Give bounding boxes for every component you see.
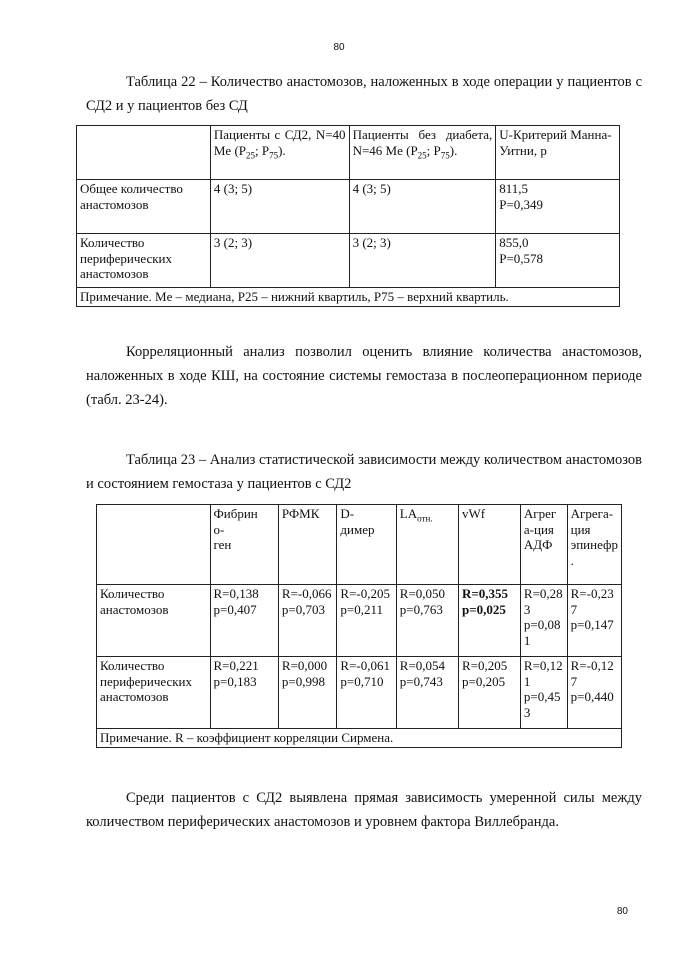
table-cell: R=-0,205 p=0,211 [337,585,396,657]
row-label: Количество периферических анастомозов [97,657,211,729]
table22 [76,125,620,307]
table-note-row [97,729,622,748]
header-cell: U-Критерий Манна-Уитни, р [496,126,620,180]
table-cell: R=0,221 p=0,183 [210,657,278,729]
page-number-top: 80 [333,42,345,53]
table-cell: R=0,138 p=0,407 [210,585,278,657]
table22-note: Примечание. Me – медиана, P25 – нижний квартиль, P75 – верхний квартиль. [77,288,620,307]
table-cell: R=0,054 p=0,743 [396,657,458,729]
row-label: Общее количество анастомозов [77,180,211,234]
header-cell: vWf [459,505,521,585]
table23 [96,504,622,748]
header-cell: Пациенты с СД2, N=40 Me ($P_{25}$; $P_{75}$). [210,126,349,180]
table23-caption: Таблица 23 – Анализ статистической зависимости между количеством анастомозов и состоянием гемостаза у пациентов с СД2 [86,452,642,492]
header-cell: Агрег а-ция АДФ [520,505,567,585]
table-cell: R=-0,237 p=0,147 [567,585,621,657]
header-cell: Пациенты без диабета, N=46 Me ($P_{25}$; $P_{75}$). [349,126,496,180]
row-label: Количество анастомозов [97,585,211,657]
table-cell: R=0,283 p=0,081 [520,585,567,657]
header-cell [77,126,211,180]
table-cell: R=0,355 p=0,025 [459,585,521,657]
table-cell: R=-0,061 p=0,710 [337,657,396,729]
header-cell: Фибрин о- ген [210,505,278,585]
table-cell: R=-0,127 p=0,440 [567,657,621,729]
table-header-row [77,126,620,180]
header-cell: $LA_{отн.}$ [396,505,458,585]
header-cell: D- димер [337,505,396,585]
header-cell: Агрега- ция эпинефр . [567,505,621,585]
table-cell: R=-0,066 p=0,703 [278,585,337,657]
table-cell: 811,5 P=0,349 [496,180,620,234]
table-cell: R=0,000 p=0,998 [278,657,337,729]
table-row [97,657,622,729]
paragraph-2: Среди пациентов с СД2 выявлена прямая зависимость умеренной силы между количеством периферических анастомозов и уровнем фактора Виллебранда. [86,790,642,830]
table-row [77,234,620,288]
table23-note: Примечание. R – коэффициент корреляции Сирмена. [97,729,622,748]
table-cell: 4 (3; 5) [349,180,496,234]
table-row [77,180,620,234]
table-header-row [97,505,622,585]
header-cell [97,505,211,585]
paragraph-1: Корреляционный анализ позволил оценить влияние количества анастомозов, наложенных в ходе КШ, на состояние системы гемостаза в послеоперационном периоде (табл. 23-24). [86,344,642,408]
page-number-bottom: 80 [616,906,628,917]
table-cell: 4 (3; 5) [210,180,349,234]
header-cell: РФМК [278,505,337,585]
table-cell: 3 (2; 3) [210,234,349,288]
table-cell: R=0,050 p=0,763 [396,585,458,657]
row-label: Количество периферических анастомозов [77,234,211,288]
table22-caption: Таблица 22 – Количество анастомозов, наложенных в ходе операции у пациентов с СД2 и у пациентов без СД [86,74,642,114]
table-cell: 3 (2; 3) [349,234,496,288]
table-note-row [77,288,620,307]
table-row [97,585,622,657]
table-cell: R=0,121 p=0,453 [520,657,567,729]
table-cell: 855,0 P=0,578 [496,234,620,288]
table-cell: R=0,205 p=0,205 [459,657,521,729]
